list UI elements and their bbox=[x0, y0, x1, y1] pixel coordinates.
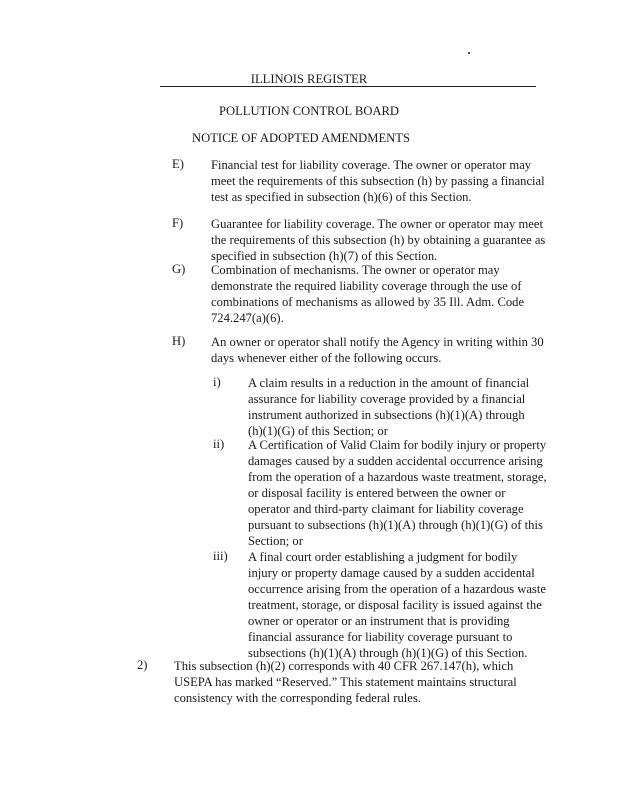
text-line: Combination of mechanisms. The owner or operator may bbox=[211, 263, 500, 277]
text-line: (h)(1)(G) of this Section; or bbox=[248, 424, 388, 438]
text-line: injury or property damage caused by a sudden accidental bbox=[248, 566, 535, 580]
item-label: F) bbox=[172, 216, 184, 230]
text-line: A claim results in a reduction in the amount of financial bbox=[248, 376, 530, 390]
text-line: test as specified in subsection (h)(6) of this Section. bbox=[211, 190, 472, 204]
text-line: An owner or operator shall notify the Agency in writing within 30 bbox=[211, 335, 544, 349]
text-line: operator and third-party claimant for liability coverage bbox=[248, 502, 524, 516]
scan-speck bbox=[468, 52, 470, 54]
notice-title: NOTICE OF ADOPTED AMENDMENTS bbox=[192, 131, 410, 145]
text-line: A Certification of Valid Claim for bodily injury or property bbox=[248, 438, 547, 452]
text-line: treatment, storage, or disposal facility is issued against the bbox=[248, 598, 542, 612]
text-line: from the operation of a hazardous waste treatment, storage, bbox=[248, 470, 547, 484]
item-text bbox=[211, 334, 544, 366]
item-label: iii) bbox=[213, 549, 228, 563]
text-line: assurance for liability coverage provided by a financial bbox=[248, 392, 526, 406]
item-label: G) bbox=[172, 262, 186, 276]
text-line: A final court order establishing a judgment for bodily bbox=[248, 550, 518, 564]
item-text bbox=[174, 658, 517, 706]
item-label: ii) bbox=[213, 437, 225, 451]
text-line: meet the requirements of this subsection (h) by passing a financial bbox=[211, 174, 545, 188]
item-label: E) bbox=[172, 157, 184, 171]
text-line: demonstrate the required liability coverage through the use of bbox=[211, 279, 522, 293]
text-line: days whenever either of the following occurs. bbox=[211, 351, 442, 365]
text-line: owner or operator or an instrument that is providing bbox=[248, 614, 510, 628]
text-line: consistency with the corresponding federal rules. bbox=[174, 691, 421, 705]
text-line: specified in subsection (h)(7) of this Section. bbox=[211, 249, 438, 263]
register-title: ILLINOIS REGISTER bbox=[250, 72, 368, 86]
item-text bbox=[211, 262, 524, 326]
text-line: 724.247(a)(6). bbox=[211, 311, 284, 325]
header-rule bbox=[160, 86, 536, 87]
text-line: USEPA has marked “Reserved.” This statement maintains structural bbox=[174, 675, 517, 689]
item-label: i) bbox=[213, 375, 221, 389]
text-line: pursuant to subsections (h)(1)(A) through (h)(1)(G) of this bbox=[248, 518, 543, 532]
text-line: financial assurance for liability coverage pursuant to bbox=[248, 630, 513, 644]
text-line: the requirements of this subsection (h) by obtaining a guarantee as bbox=[211, 233, 546, 247]
text-line: damages caused by a sudden accidental occurrence arising bbox=[248, 454, 543, 468]
text-line: This subsection (h)(2) corresponds with 40 CFR 267.147(h), which bbox=[174, 659, 514, 673]
item-label: H) bbox=[172, 334, 186, 348]
text-line: Guarantee for liability coverage. The owner or operator may meet bbox=[211, 217, 543, 231]
text-line: Financial test for liability coverage. The owner or operator may bbox=[211, 158, 532, 172]
item-text bbox=[211, 216, 545, 264]
item-text bbox=[248, 375, 529, 439]
board-title: POLLUTION CONTROL BOARD bbox=[218, 104, 400, 118]
item-text bbox=[248, 437, 547, 549]
text-line: occurrence arising from the operation of a hazardous waste bbox=[248, 582, 546, 596]
item-text bbox=[211, 157, 545, 205]
item-text bbox=[248, 549, 546, 661]
text-line: or disposal facility is entered between the owner or bbox=[248, 486, 506, 500]
text-line: Section; or bbox=[248, 534, 303, 548]
text-line: combinations of mechanisms as allowed by 35 Ill. Adm. Code bbox=[211, 295, 525, 309]
item-label: 2) bbox=[137, 658, 148, 672]
text-line: subsections (h)(1)(A) through (h)(1)(G) of this Section. bbox=[248, 646, 528, 660]
text-line: instrument authorized in subsections (h)(1)(A) through bbox=[248, 408, 525, 422]
